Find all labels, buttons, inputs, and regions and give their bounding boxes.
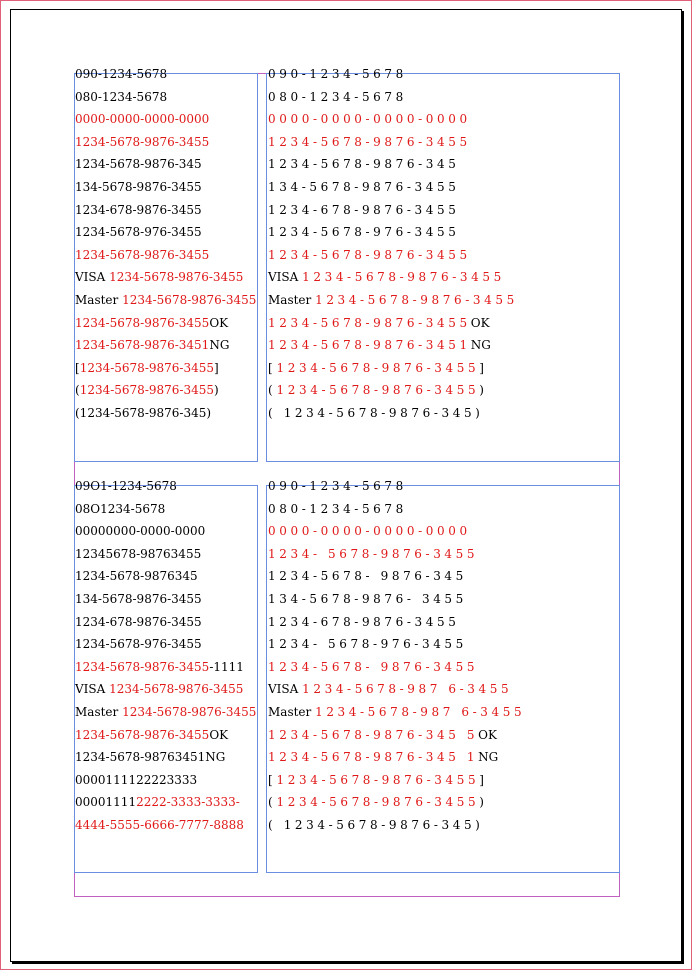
- red-number-text: 1234-5678-9876-3455: [75, 659, 210, 674]
- text-line: [268, 728, 497, 742]
- text-line: [75, 569, 198, 583]
- black-text: 134-5678-9876- 3455: [268, 592, 467, 606]
- text-line: [268, 637, 467, 651]
- text-line: [75, 818, 244, 832]
- text-line: [268, 248, 471, 262]
- text-line: [268, 112, 471, 126]
- black-text: 1234-678-9876-3455: [268, 202, 460, 217]
- text-line: [75, 682, 243, 696]
- text-line: [268, 705, 525, 719]
- text-line: [268, 592, 467, 606]
- black-text: 134-5678-9876-3455: [75, 592, 202, 606]
- text-line: [268, 180, 460, 194]
- text-line: [75, 547, 201, 561]
- black-text: OK: [478, 727, 497, 742]
- black-text: (: [268, 795, 277, 810]
- text-line: [75, 90, 167, 104]
- black-text: VISA: [268, 682, 303, 697]
- black-text: OK: [209, 315, 229, 330]
- black-text: OK: [209, 727, 229, 742]
- text-line: [75, 795, 240, 809]
- red-number-text: 1234-5678-9876-3455: [268, 315, 471, 330]
- black-text: VISA: [75, 270, 110, 285]
- text-line: [75, 338, 229, 352]
- black-text: 080-1234-5678: [75, 89, 168, 104]
- black-text: ): [214, 383, 219, 398]
- black-text: 0000111122223333: [75, 772, 198, 787]
- red-number-text: 1234-5678-9876-3455: [79, 360, 215, 375]
- red-number-text: 1234-5678-987 6-3455: [315, 705, 526, 719]
- text-line: [75, 180, 202, 194]
- red-number-text: 0000-0000-0000-0000: [75, 112, 210, 127]
- black-text: [: [268, 360, 277, 375]
- text-line: [268, 569, 467, 583]
- red-number-text: 1234-5678-9876-3455: [75, 727, 210, 742]
- text-line: [75, 502, 165, 516]
- red-number-text: 0000-0000-0000-0000: [268, 524, 471, 539]
- text-frame-top-left[interactable]: [74, 67, 258, 462]
- text-line: [268, 90, 407, 104]
- black-text: 080-1234-5678: [268, 89, 407, 104]
- text-line: [75, 728, 228, 742]
- black-text: (: [75, 383, 80, 398]
- red-number-text: 2222-3333-3333-: [136, 795, 240, 810]
- black-text: 08O1234-5678: [75, 501, 166, 516]
- text-line: [268, 660, 478, 674]
- text-line: [75, 479, 177, 493]
- black-text: Master: [268, 293, 316, 307]
- black-text: 090-1234-5678: [75, 67, 168, 81]
- text-line: [268, 270, 505, 284]
- black-text: 1234-678-9876-3455: [75, 202, 202, 217]
- black-text: 1234-5678-9876345: [75, 569, 198, 584]
- black-text: NG: [478, 750, 499, 765]
- red-number-text: 1234-5678-9876-3455: [315, 293, 518, 307]
- text-line: [268, 773, 484, 787]
- black-text: ): [479, 795, 484, 810]
- text-line: [75, 270, 243, 284]
- text-line: [268, 157, 460, 171]
- text-line: [75, 293, 256, 307]
- red-number-text: 1234-5678-9876-3455: [268, 134, 471, 149]
- text-line: [268, 338, 491, 352]
- text-line: [75, 225, 202, 239]
- black-text: NG: [470, 338, 491, 353]
- black-text: ]: [479, 360, 484, 375]
- text-line: [268, 316, 490, 330]
- text-frame-top-right[interactable]: [266, 67, 620, 462]
- black-text: ]: [214, 360, 219, 375]
- black-text: NG: [209, 338, 230, 353]
- black-text: 090-1234-5678: [268, 479, 407, 493]
- red-number-text: 1234-5678-9876-345 5: [268, 727, 479, 742]
- black-text: ): [479, 383, 484, 398]
- text-line: [75, 705, 256, 719]
- black-text: ]: [479, 772, 484, 787]
- black-text: 1234-678-9876-3455: [268, 614, 460, 629]
- black-text: 1234-5678-976-3455: [75, 225, 202, 240]
- red-number-text: 1234-5678- 9876-3455: [268, 659, 479, 674]
- text-line: [268, 203, 460, 217]
- text-line: [75, 615, 202, 629]
- text-line: [75, 592, 202, 606]
- black-text: 09O1-1234-5678: [75, 479, 177, 493]
- text-line: [268, 135, 471, 149]
- text-line: [75, 773, 197, 787]
- red-number-text: 1234- 5678-9876-3455: [268, 546, 479, 561]
- red-number-text: 1234-5678-9876-3455: [122, 293, 257, 307]
- red-number-text: 1234-5678-9876-3455: [276, 772, 480, 787]
- red-number-text: 1234-5678-987 6-3455: [302, 682, 513, 697]
- red-number-text: 1234-5678-9876-3455: [109, 270, 244, 285]
- black-text: [: [268, 772, 277, 787]
- text-line: [268, 502, 407, 516]
- black-text: OK: [470, 315, 490, 330]
- black-text: 1234- 5678-976-3455: [268, 637, 467, 652]
- red-number-text: 1234-5678-9876-3455: [268, 247, 471, 262]
- red-number-text: 0000-0000-0000-0000: [268, 112, 471, 127]
- text-line: [268, 750, 498, 764]
- text-line: [75, 383, 219, 397]
- black-text: 00000000-0000-0000: [75, 524, 206, 539]
- text-line: [75, 112, 209, 126]
- red-number-text: 4444-5555-6666-7777-8888: [75, 818, 244, 832]
- red-number-text: 1234-5678-9876-3451: [75, 338, 210, 353]
- red-number-text: 1234-5678-9876-3455: [302, 270, 505, 285]
- text-frame-bottom-right[interactable]: [266, 479, 620, 873]
- text-line: [268, 615, 460, 629]
- red-number-text: 1234-5678-9876-3455: [75, 247, 210, 262]
- text-line: [268, 479, 407, 493]
- red-number-text: 1234-5678-9876-3455: [276, 795, 480, 810]
- text-frame-bottom-left[interactable]: [74, 479, 258, 873]
- black-text: 134-5678-9876-3455: [268, 180, 460, 194]
- red-number-text: 1234-5678-9876-3455: [75, 134, 210, 149]
- black-text: ( 1234-5678-9876-345): [268, 406, 484, 420]
- text-line: [268, 383, 484, 397]
- black-text: 1234-5678-9876-345: [75, 157, 202, 172]
- text-line: [268, 293, 518, 307]
- text-line: [75, 316, 228, 330]
- black-text: (1234-5678-9876-345): [75, 406, 212, 420]
- black-text: 080-1234-5678: [268, 501, 407, 516]
- text-line: [75, 660, 244, 674]
- red-number-text: 1234-5678-9876-3455: [109, 682, 244, 697]
- black-text: 1234-5678-98763451NG: [75, 750, 226, 765]
- black-text: 1234-5678- 9876-345: [268, 569, 467, 584]
- red-number-text: 1234-5678-9876-3455: [79, 383, 215, 398]
- black-text: VISA: [75, 682, 110, 697]
- text-line: [268, 795, 484, 809]
- black-text: VISA: [268, 270, 303, 285]
- text-line: [75, 637, 202, 651]
- red-number-text: 1234-5678-9876-3455: [122, 705, 257, 719]
- black-text: (: [268, 383, 277, 398]
- black-text: 12345678-98763455: [75, 546, 202, 561]
- black-text: Master: [268, 705, 316, 719]
- black-text: Master: [75, 293, 123, 307]
- text-line: [268, 361, 484, 375]
- text-line: [268, 818, 483, 832]
- red-number-text: 1234-5678-9876-3451: [268, 338, 471, 353]
- text-line: [268, 225, 460, 239]
- black-text: Master: [75, 705, 123, 719]
- text-line: [75, 67, 167, 81]
- black-text: 1234-5678-9876-345: [268, 157, 460, 172]
- black-text: 1234-5678-976-3455: [75, 637, 202, 652]
- black-text: 1234-5678-976-3455: [268, 225, 460, 240]
- text-line: [75, 157, 202, 171]
- text-line: [75, 135, 209, 149]
- red-number-text: 1234-5678-9876-3455: [276, 360, 480, 375]
- text-line: [268, 682, 512, 696]
- text-line: [268, 406, 483, 420]
- black-text: ( 1234-5678-9876-345): [268, 818, 484, 832]
- red-number-text: 1234-5678-9876-3455: [276, 383, 480, 398]
- black-text: 00001111: [75, 795, 137, 810]
- text-line: [75, 203, 202, 217]
- red-number-text: 1234-5678-9876-3455: [75, 315, 210, 330]
- black-text: 090-1234-5678: [268, 67, 407, 81]
- text-line: [75, 361, 219, 375]
- red-number-text: 1234-5678-9876-345 1: [268, 750, 479, 765]
- text-line: [268, 524, 471, 538]
- black-text: 134-5678-9876-3455: [75, 180, 202, 194]
- text-line: [75, 524, 205, 538]
- black-text: [: [75, 360, 80, 375]
- text-line: [75, 248, 209, 262]
- text-line: [268, 547, 478, 561]
- text-line: [268, 67, 407, 81]
- black-text: 1234-678-9876-3455: [75, 614, 202, 629]
- black-text: -1111: [209, 659, 244, 674]
- text-line: [75, 406, 211, 420]
- text-line: [75, 750, 225, 764]
